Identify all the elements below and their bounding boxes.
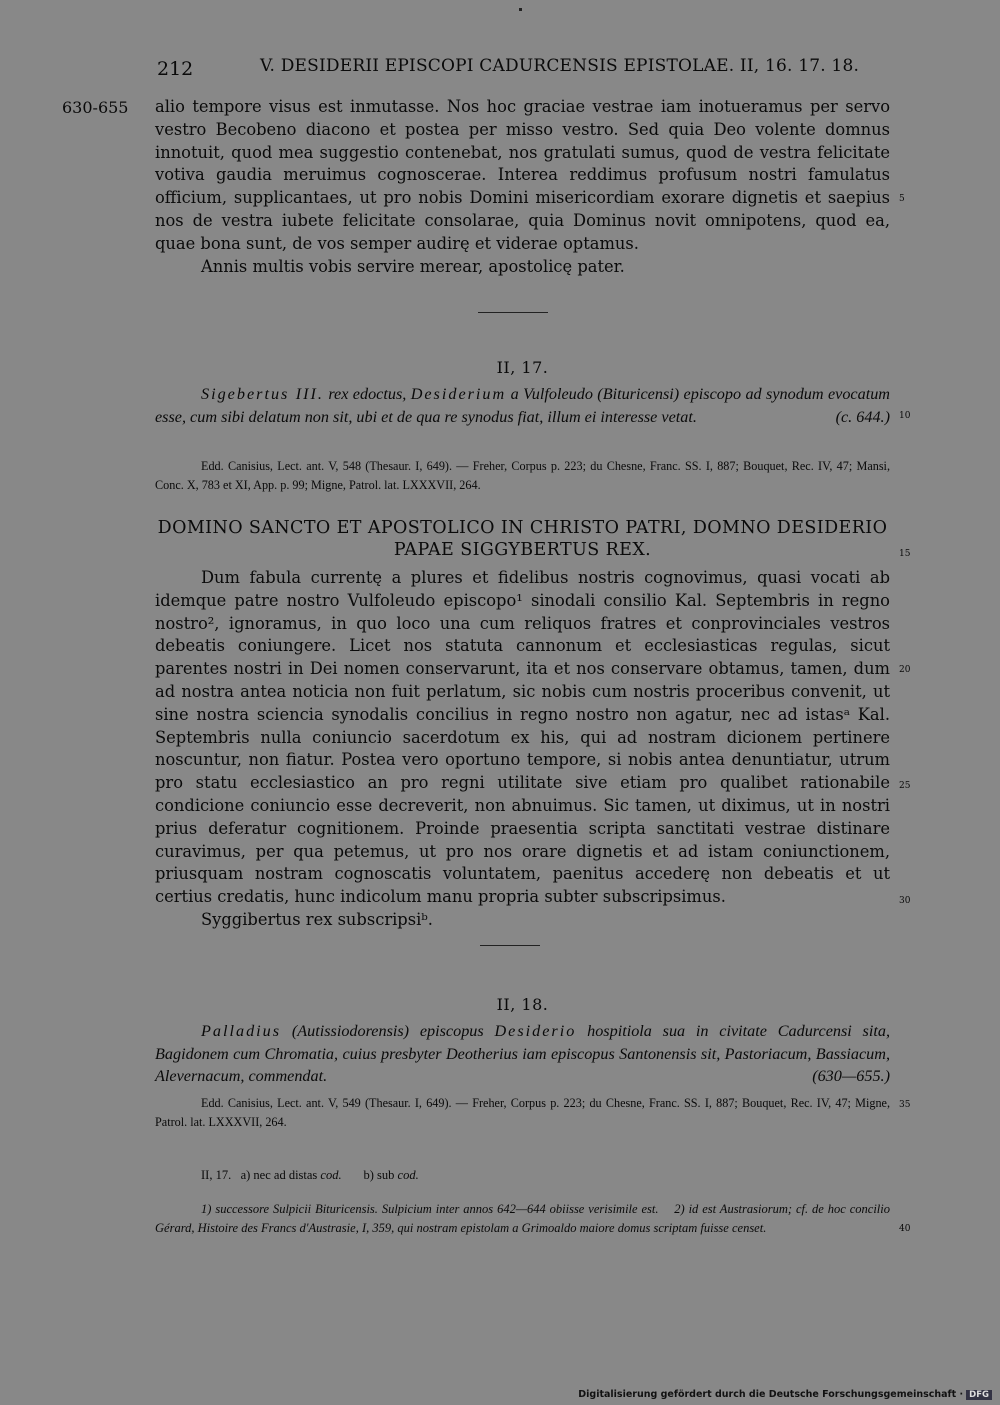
page-number: 212 xyxy=(157,58,194,80)
line-number: 30 xyxy=(899,896,911,906)
letter-17-address xyxy=(155,517,890,561)
summary-text: rex edoctus, xyxy=(323,385,411,403)
footnote-2: 2) id est Austrasiorum; cf. de hoc concilio Gérard, Histoire des Francs d'Austrasie, I, 359, qui nostram epistolam a Grimoaldo maiore domus scriptam fuisse censet. xyxy=(155,1202,891,1235)
apparatus-cod: cod. xyxy=(397,1168,419,1182)
apparatus-mark: b) xyxy=(363,1168,374,1182)
letter-18-number: II, 18. xyxy=(496,995,549,1014)
credit-text: Digitalisierung gefördert durch die Deutsche Forschungsgemeinschaft · xyxy=(578,1389,964,1400)
running-title: V. DESIDERII EPISCOPI CADURCENSIS EPISTOLAE. II, 16. 17. 18. xyxy=(260,56,860,76)
summary-name: Sigebertus III. xyxy=(201,385,324,403)
footnote-1: 1) successore Sulpicii Bituricensis. Sulpicium inter annos 642—644 obiisse verisimile est. xyxy=(201,1202,659,1216)
page-header xyxy=(0,56,1000,80)
apparatus-reading: sub xyxy=(377,1168,395,1182)
line-number: 5 xyxy=(899,194,905,204)
line-number: 20 xyxy=(899,665,911,675)
critical-apparatus xyxy=(155,1166,890,1185)
letter-17-number: II, 17. xyxy=(496,358,549,377)
summary-text: (Autissiodorensis) episcopus xyxy=(281,1022,495,1040)
letter-17-summary xyxy=(155,383,890,428)
summary-name: Desiderio xyxy=(494,1022,577,1040)
margin-date: 630-655 xyxy=(62,98,129,117)
line-number: 35 xyxy=(899,1100,911,1110)
letter-18-summary xyxy=(155,1020,890,1088)
letter-17-signature: Syggibertus rex subscripsiᵇ. xyxy=(201,909,433,929)
line-number: 40 xyxy=(899,1224,911,1234)
apparatus-ref: II, 17. xyxy=(201,1168,232,1182)
letter-17-body: Dum fabula currentę a plures et fidelibus nostris cognovimus, quasi vocati ab idemque patre nostro Vulfoleudo episcopo¹ sinodali consilio Kal. Septembris in regno nostro², ignoramus, in quo loco una cum reliquos fratres et conprovinciales vestros debeatis coniungere. Licet nos statuta cannonum et ecclesiasticas regulas, sicut parentes nostri in Dei nomen conservarunt, ita et nos conservare obtamus, tamen, dum ad nostra antea noticia non fuit perlatum, sic nobis cum nostris proceribus convenit, ut sine nostra sciencia synodalis concilius in regno nostro non agatur, nec ad istasᵃ Kal. Septembris nulla coniuncio sacerdotum ex his, qui ad nostram dicionem pertinere noscuntur, non fiatur. Postea vero oportuno tempore, si nobis antea denuntiatur, utrum pro statu ecclesiastico an pro regni utilitate sive etiam pro qualibet rationabile condicione coniuncio esse decreverit, non abnuimus. Sic tamen, ut diximus, ut in nostri prius deferatur cognitionem. Proinde praesentia scripta sanctitati vestrae distinare curavimus, per qua petemus, ut pro nos orare dignetis et ad istam coniunctionem, priusquam nostram cognoscatis voluntatem, paenitus accederę non debeatis et ut certius credatis, hunc indicolum manu propria subter subscripsimus. xyxy=(155,568,890,907)
letter-16-text xyxy=(155,96,890,278)
summary-text: a Vulfoleudo (Bituricensi) episcopo ad synodum evocatum esse, cum sibi delatum non sit, ubi et de qua re synodus fiat, illum ei interesse vetat. xyxy=(155,385,890,426)
letter-16-body: alio tempore visus est inmutasse. Nos hoc graciae vestrae iam inotueramus per servo vestro Becobeno diacono et postea per misso vestro. Sed quia Deo volente domnus innotuit, quod mea suggestio contenebat, nos gratulati sumus, quod de vestra felicitate votiva gaudia meruimus cognoscerae. Interea reddimus profusum nostri famulatus officium, supplicantaes, ut pro nobis Domini misericordiam exorare dignetis et saepius nos de vestra iubete felicitate consolarae, quia Dominus novit omnipotens, quod ea, quae bona sunt, de vos semper audirę et viderae optamus. xyxy=(155,97,890,253)
apparatus-reading: nec ad distas xyxy=(253,1168,318,1182)
section-separator xyxy=(478,312,548,325)
line-number: 15 xyxy=(899,549,911,559)
address-line: PAPAE SIGGYBERTUS REX. xyxy=(393,540,652,560)
footnotes xyxy=(155,1200,890,1238)
apparatus-mark: a) xyxy=(240,1168,251,1182)
address-line: DOMINO SANCTO ET APOSTOLICO IN CHRISTO PATRI, DOMNO DESIDERIO xyxy=(157,518,888,538)
summary-name: Desiderium xyxy=(410,385,507,403)
line-number: 10 xyxy=(899,411,911,421)
digitization-credit xyxy=(578,1389,992,1400)
letter-17-text xyxy=(155,567,890,932)
dfg-logo: DFG xyxy=(966,1390,992,1400)
letter-18-editions: Edd. Canisius, Lect. ant. V, 549 (Thesaur. I, 649). — Freher, Corpus p. 223; du Chesne, Franc. SS. I, 887; Bouquet, Rec. IV, 47; Migne, Patrol. lat. LXXXVII, 264. xyxy=(155,1096,890,1129)
summary-date: (c. 644.) xyxy=(835,407,890,426)
letter-16-closing: Annis multis vobis servire merear, apostolicę pater. xyxy=(201,256,625,276)
page-mark xyxy=(519,8,522,11)
summary-date: (630—655.) xyxy=(812,1067,890,1086)
letter-17-editions: Edd. Canisius, Lect. ant. V, 548 (Thesaur. I, 649). — Freher, Corpus p. 223; du Chesne, Franc. SS. I, 887; Bouquet, Rec. IV, 47; Mansi, Conc. X, 783 et XI, App. p. 99; Migne, Patrol. lat. LXXXVII, 264. xyxy=(155,459,890,492)
summary-text: hospitiola sua in civitate Cadurcensi sita, Bagidonem cum Chromatia, cuius presbyter Deotherius iam episcopus Santonensis sit, Pastoriacum, Bassiacum, Alevernacum, commendat. xyxy=(155,1022,890,1086)
line-number: 25 xyxy=(899,781,911,791)
summary-name: Palladius xyxy=(201,1022,282,1040)
section-separator xyxy=(480,945,540,958)
apparatus-cod: cod. xyxy=(320,1168,342,1182)
